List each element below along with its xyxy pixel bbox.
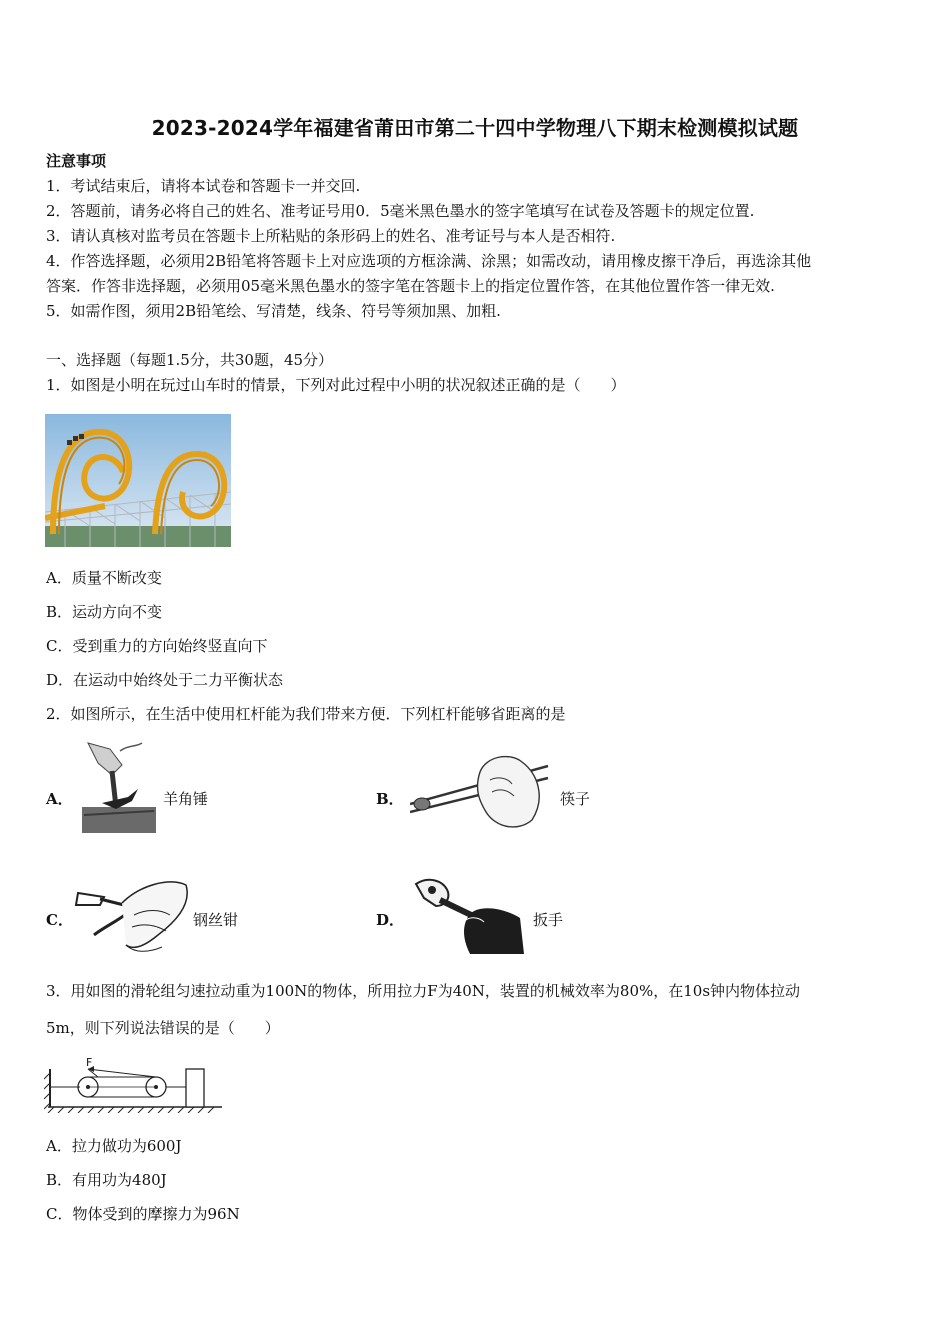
notice-item-1: 1．考试结束后，请将本试卷和答题卡一并交回.: [46, 177, 361, 195]
q1-stem: 1．如图是小明在玩过山车时的情景，下列对此过程中小明的状况叙述正确的是（ ）: [46, 376, 626, 394]
q2-option-d-label: D．: [376, 911, 405, 929]
claw-hammer-image: [82, 741, 156, 833]
notice-item-2: 2．答题前，请务必将自己的姓名、准考证号用0．5毫米黑色墨水的签字笔填写在试卷及答题卡的规定位置.: [46, 202, 755, 220]
q1-option-b: B．运动方向不变: [46, 603, 163, 621]
q3-option-b: B．有用功为480J: [46, 1171, 167, 1189]
q2-option-c-label: C．: [46, 911, 73, 929]
q1-option-d: D．在运动中始终处于二力平衡状态: [46, 671, 284, 689]
notice-heading: 注意事项: [46, 152, 107, 170]
q2-option-a-text: 羊角锤: [163, 790, 209, 808]
q2-option-b-label: B．: [376, 790, 404, 808]
q3-option-c: C．物体受到的摩擦力为96N: [46, 1205, 240, 1223]
pulley-system-figure: [44, 1055, 224, 1113]
notice-item-5: 5．如需作图，须用2B铅笔绘、写清楚，线条、符号等须加黑、加粗.: [46, 302, 501, 320]
page-title: 2023-2024学年福建省莆田市第二十四中学物理八下期末检测模拟试题: [151, 116, 799, 140]
notice-item-3: 3．请认真核对监考员在答题卡上所粘贴的条形码上的姓名、准考证号与本人是否相符.: [46, 227, 616, 245]
force-label: F: [86, 1056, 93, 1069]
q2-option-c-text: 钢丝钳: [193, 911, 239, 929]
q3-stem-line-1: 3．用如图的滑轮组匀速拉动重为100N的物体，所用拉力F为40N，装置的机械效率为80%，在10s钟内物体拉动: [46, 982, 801, 1000]
roller-coaster-image: [45, 414, 231, 547]
q3-stem-line-2: 5m，则下列说法错误的是（ ）: [46, 1019, 280, 1037]
q2-option-d-text: 扳手: [533, 911, 564, 929]
q1-option-a: A．质量不断改变: [46, 569, 162, 587]
q2-stem: 2．如图所示，在生活中使用杠杆能为我们带来方便．下列杠杆能够省距离的是: [46, 705, 566, 723]
wrench-image: [410, 876, 526, 954]
notice-item-4: 4．作答选择题，必须用2B铅笔将答题卡上对应选项的方框涂满、涂黑；如需改动，请用橡皮擦干净后，再选涂其他: [46, 252, 812, 270]
q2-option-a-label: A．: [46, 790, 73, 808]
pliers-image: [74, 875, 192, 955]
q1-option-c: C．受到重力的方向始终竖直向下: [46, 637, 268, 655]
q2-option-b-text: 筷子: [560, 790, 591, 808]
q3-option-a: A．拉力做功为600J: [46, 1137, 182, 1155]
section-heading: 一、选择题（每题1.5分，共30题，45分）: [46, 351, 334, 369]
notice-item-4-cont: 答案．作答非选择题，必须用05毫米黑色墨水的签字笔在答题卡上的指定位置作答，在其他位置作答一律无效.: [46, 277, 775, 295]
chopsticks-image: [410, 752, 550, 832]
